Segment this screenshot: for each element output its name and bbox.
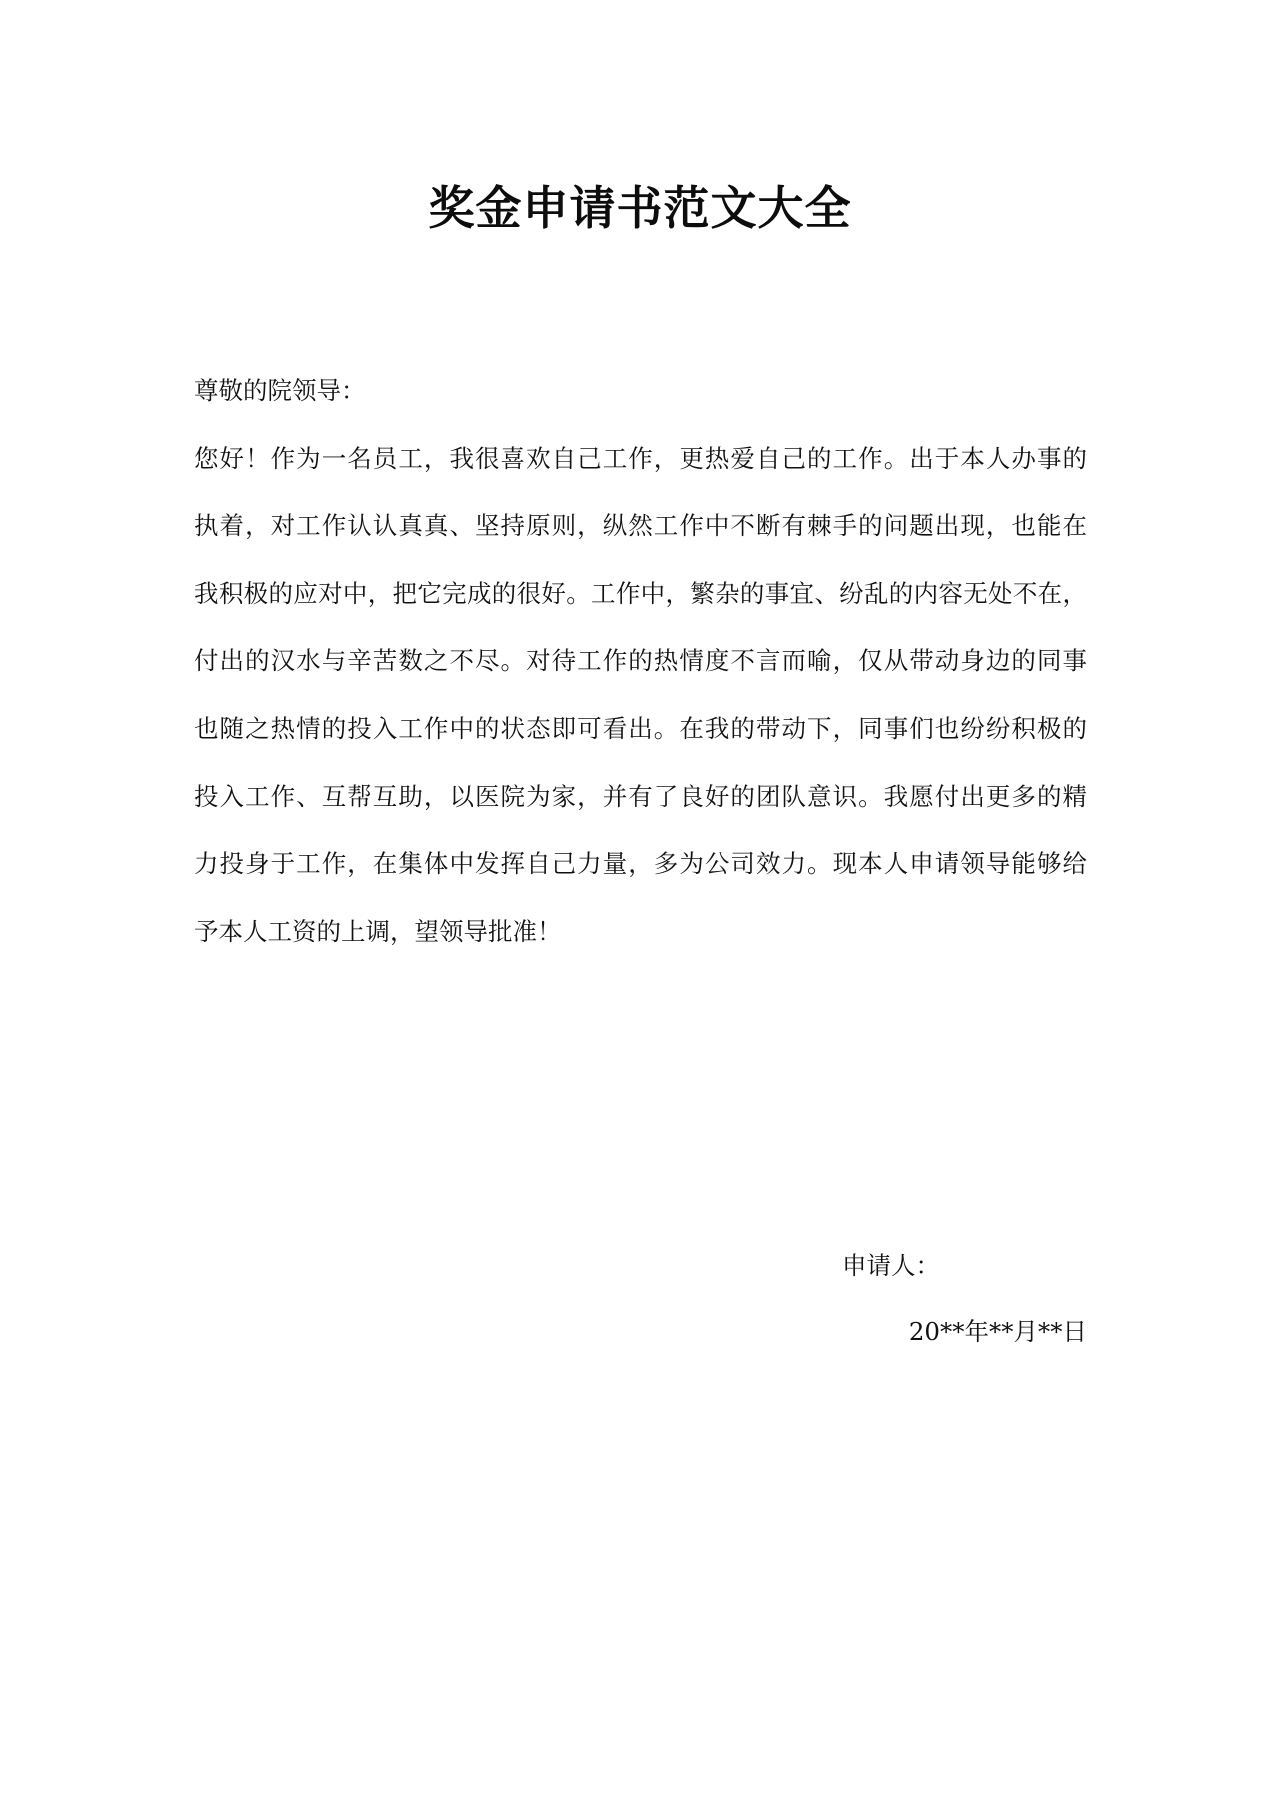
body-line: 我积极的应对中，把它完成的很好。工作中，繁杂的事宜、纷乱的内容无处不在， <box>194 578 1087 608</box>
signature-date: 20**年**月**日 <box>908 1317 1087 1346</box>
document-title: 奖金申请书范文大全 <box>428 181 852 235</box>
applicant-label: 申请人： <box>842 1251 940 1280</box>
body-line: 也随之热情的投入工作中的状态即可看出。在我的带动下，同事们也纷纷积极的 <box>194 713 1087 743</box>
body-line: 付出的汉水与辛苦数之不尽。对待工作的热情度不言而喻，仅从带动身边的同事 <box>194 646 1087 676</box>
body-line: 执着，对工作认认真真、坚持原则，纵然工作中不断有棘手的问题出现，也能在 <box>194 511 1087 541</box>
body-line-last: 予本人工资的上调，望领导批准！ <box>194 916 562 946</box>
body-line: 投入工作、互帮互助，以医院为家，并有了良好的团队意识。我愿付出更多的精 <box>194 781 1087 811</box>
letter-body <box>194 357 1087 965</box>
salutation: 尊敬的院领导： <box>194 376 366 405</box>
body-line: 力投身于工作，在集体中发挥自己力量，多为公司效力。现本人申请领导能够给 <box>194 849 1087 879</box>
body-line: 您好！作为一名员工，我很喜欢自己工作，更热爱自己的工作。出于本人办事的 <box>194 443 1087 473</box>
